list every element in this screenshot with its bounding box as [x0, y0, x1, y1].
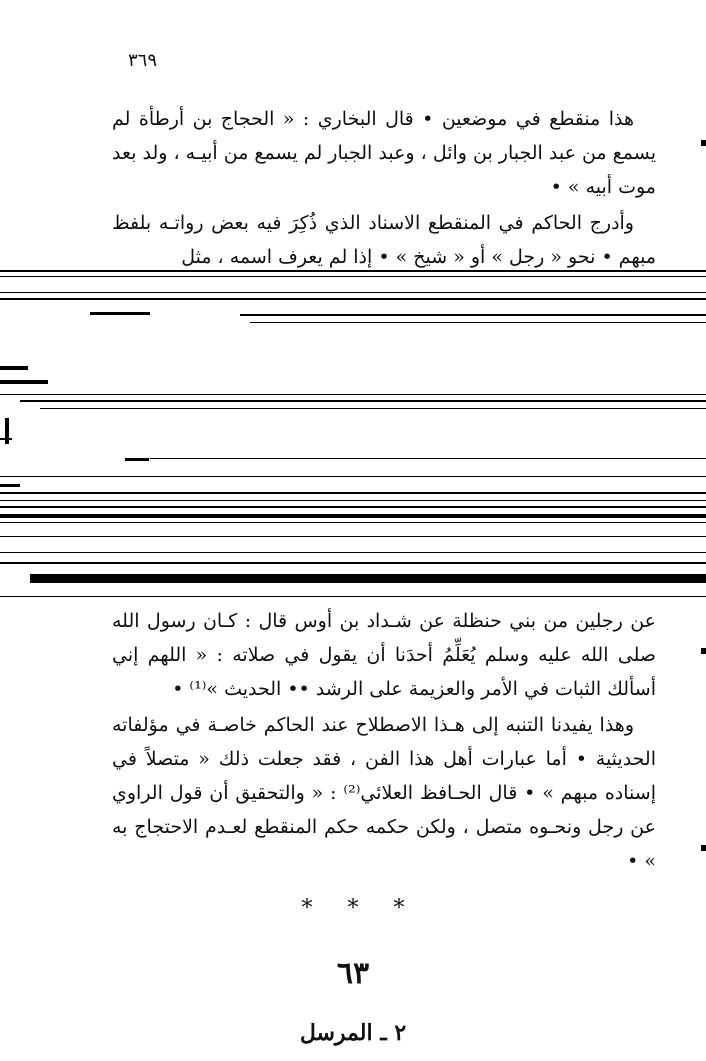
section-separator: * * *	[301, 896, 405, 921]
scan-line	[0, 514, 706, 518]
folio-number: ٦٣	[336, 956, 370, 991]
scan-fragment	[250, 322, 706, 323]
scan-fragment	[240, 314, 706, 316]
next-section-heading: ٢ ـ المرسل	[299, 1020, 407, 1046]
scan-line	[0, 394, 706, 395]
scan-line	[0, 298, 706, 300]
scan-line	[0, 536, 706, 537]
margin-mark	[701, 648, 706, 654]
scan-line	[0, 552, 706, 553]
scan-artifact-band	[0, 262, 706, 602]
scan-line	[0, 506, 706, 508]
paragraph-3-text: عن رجلين من بني حنظلة عن شـداد بن أوس قال : كـان رسول الله صلى الله عليه وسلم يُعَلِّمُ أحدَنا أن يقول في صلاته : « اللهم إني أسألك الثبات في الأمر والعزيمة على الرشد •• الحديث »⁽¹⁾ •	[112, 610, 656, 700]
scan-line	[0, 522, 706, 523]
scan-line	[0, 492, 706, 494]
scan-fragment	[90, 312, 150, 315]
scan-fragment	[0, 380, 48, 384]
paragraph-4-text: وهذا يفيدنا التنبه إلى هـذا الاصطلاح عند الحاكم خاصـة في مؤلفاته الحديثية • أما عبارات أهل هذا الفن ، فقد جعلت ذلك « متصلاً في إسناده مبهم » • قال الحـافظ العلائي⁽²⁾ : « والتحقيق أن قول الراوي عن رجل ونحـوه متصل ، ولكن حكمه حكم المنقطع لعـدم الاحتجاج به » •	[112, 714, 656, 872]
paragraph-2-text: وأدرج الحاكم في المنقطع الاسناد الذي ذُكِرَ فيه بعض رواتـه بلفظ مبهم • نحو « رجل » أو « شيخ » • إذا لم يعرف اسمه ، مثل	[112, 212, 656, 268]
scan-line	[0, 476, 706, 477]
paragraph-1-text: هذا منقطع في موضعين • قال البخاري : « الحجاج بن أرطأة لم يسمع من عبد الجبار بن وائل ، وعبد الجبار لم يسمع من أبيـه ، ولد بعد موت أبيه » •	[112, 108, 656, 198]
paragraph-4	[112, 708, 656, 878]
paragraph-2	[112, 206, 656, 268]
scan-fragment	[20, 400, 706, 402]
margin-mark	[701, 140, 706, 146]
scan-fragment	[0, 562, 706, 564]
scan-line	[0, 500, 706, 501]
scan-line	[0, 596, 706, 597]
paragraph-3	[112, 604, 656, 706]
scan-fragment	[125, 458, 149, 461]
scan-line	[0, 292, 706, 293]
scan-fragment	[0, 484, 20, 487]
scan-line	[0, 270, 706, 272]
scan-fragment	[0, 438, 12, 440]
scan-fragment	[150, 458, 706, 459]
margin-mark	[701, 845, 706, 851]
paragraph-1	[112, 102, 656, 204]
scan-line	[0, 276, 706, 277]
scan-fragment	[0, 366, 28, 370]
scan-fragment	[5, 418, 9, 444]
page-number: ٣٦٩	[128, 50, 158, 71]
scan-fragment	[40, 408, 706, 409]
scan-fragment	[30, 574, 706, 583]
